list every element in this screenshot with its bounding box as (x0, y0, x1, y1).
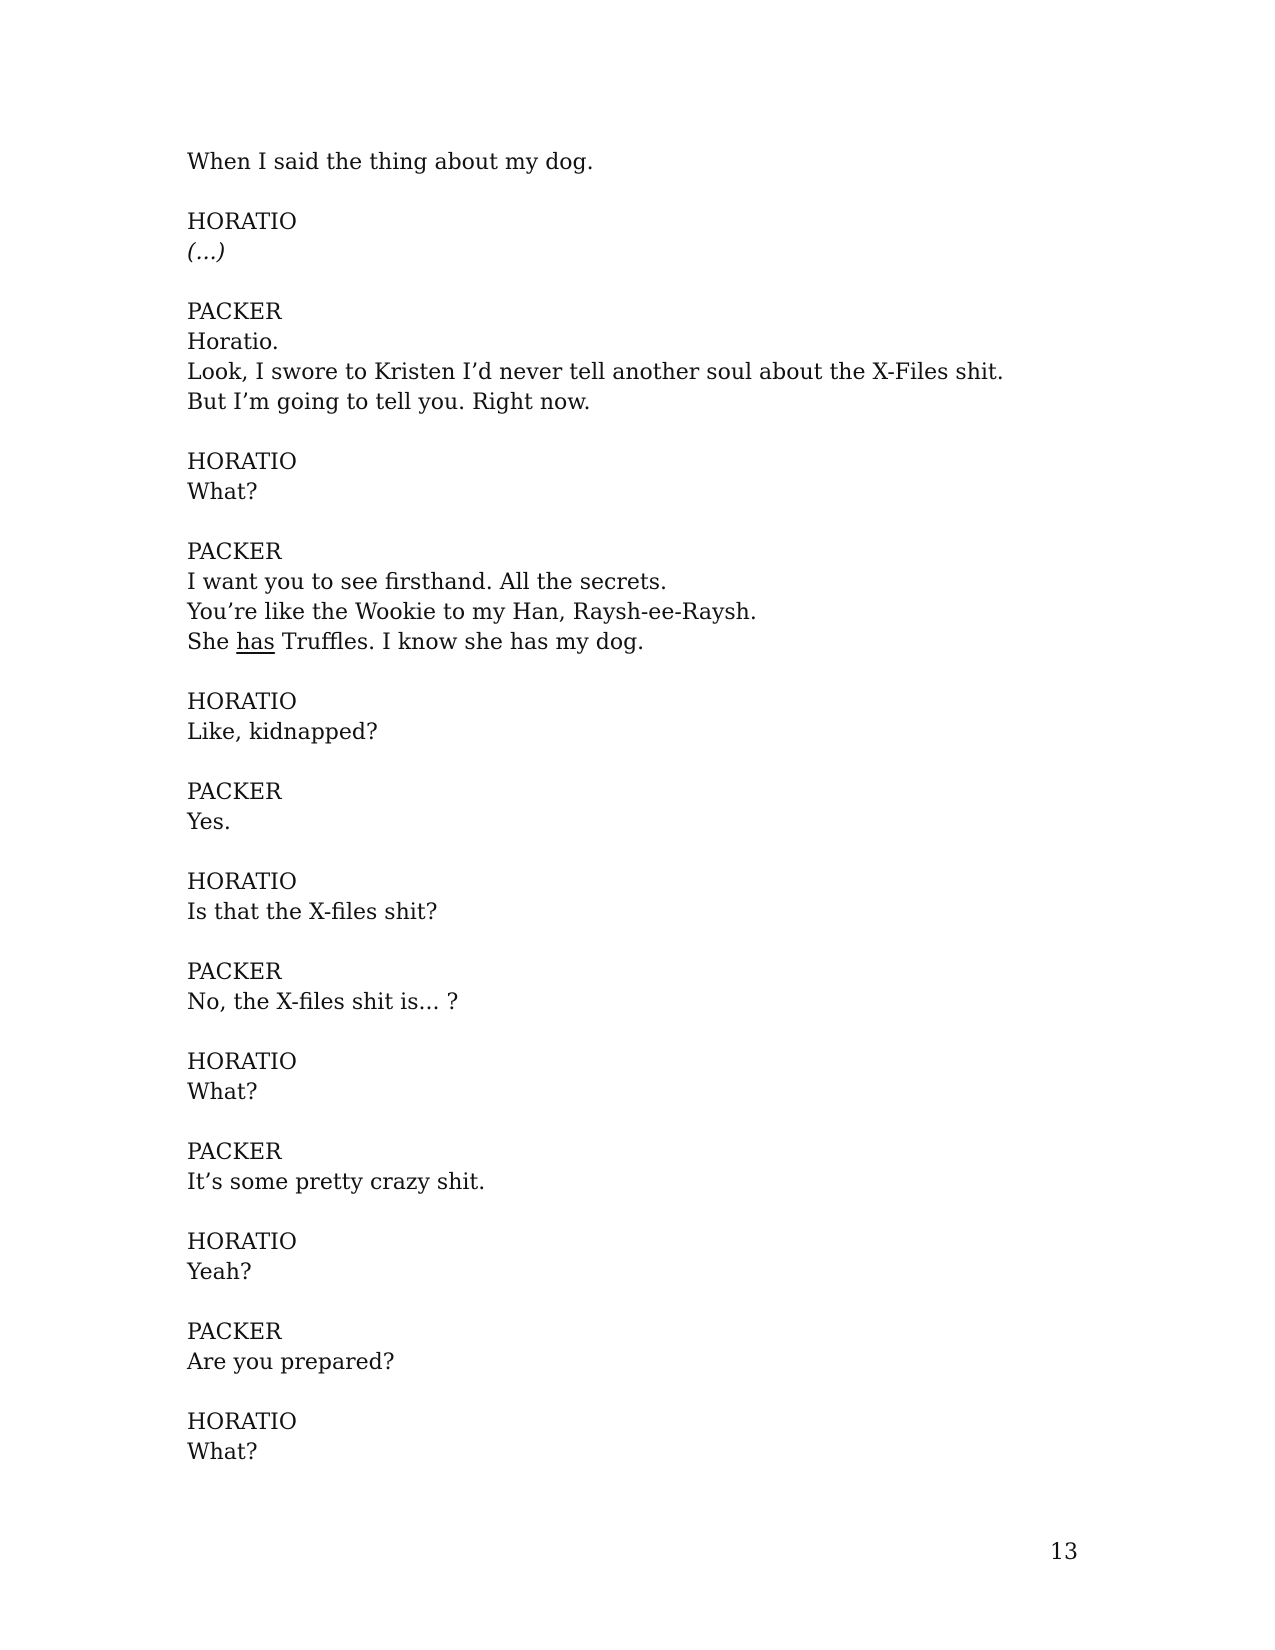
block-spacer (187, 748, 1087, 778)
block-spacer (187, 1288, 1087, 1318)
character-name: PACKER (187, 780, 282, 805)
character-name: PACKER (187, 540, 282, 565)
dialogue-line: Yes. (187, 810, 231, 835)
dialogue-line: It’s some pretty crazy shit. (187, 1170, 486, 1195)
underlined-word: has (236, 630, 275, 655)
dialogue-line: What? (187, 1080, 258, 1105)
character-name: HORATIO (187, 210, 297, 235)
character-name: HORATIO (187, 1410, 297, 1435)
page-number: 13 (1050, 1540, 1078, 1565)
parenthetical: (...) (187, 240, 226, 265)
character-name: HORATIO (187, 1230, 297, 1255)
block-spacer (187, 838, 1087, 868)
character-name: HORATIO (187, 450, 297, 475)
character-name: PACKER (187, 1320, 282, 1345)
dialogue-line: Horatio. (187, 330, 279, 355)
dialogue-line: When I said the thing about my dog. (187, 150, 594, 175)
script-body (187, 148, 1087, 1468)
dialogue-line: Are you prepared? (187, 1350, 395, 1375)
dialogue-line: No, the X-files shit is... ? (187, 990, 459, 1015)
dialogue-line: Like, kidnapped? (187, 720, 378, 745)
character-name: PACKER (187, 1140, 282, 1165)
dialogue-line: Look, I swore to Kristen I’d never tell another soul about the X-Files shit. (187, 360, 1004, 385)
dialogue-line: Yeah? (187, 1260, 252, 1285)
dialogue-segment: She (187, 630, 237, 655)
character-name: PACKER (187, 300, 282, 325)
dialogue-line: What? (187, 1440, 258, 1465)
block-spacer (187, 418, 1087, 448)
dialogue-line: But I’m going to tell you. Right now. (187, 390, 591, 415)
block-spacer (187, 1378, 1087, 1408)
dialogue-line: You’re like the Wookie to my Han, Raysh-ee-Raysh. (187, 600, 757, 625)
block-spacer (187, 1108, 1087, 1138)
character-name: HORATIO (187, 870, 297, 895)
dialogue-line: Is that the X-files shit? (187, 900, 438, 925)
dialogue-line (187, 628, 1087, 658)
block-spacer (187, 178, 1087, 208)
block-spacer (187, 1198, 1087, 1228)
character-name: PACKER (187, 960, 282, 985)
block-spacer (187, 268, 1087, 298)
dialogue-segment: Truffles. I know she has my dog. (274, 630, 645, 655)
character-name: HORATIO (187, 1050, 297, 1075)
dialogue-line: I want you to see firsthand. All the secrets. (187, 570, 667, 595)
character-name: HORATIO (187, 690, 297, 715)
block-spacer (187, 508, 1087, 538)
block-spacer (187, 1018, 1087, 1048)
block-spacer (187, 928, 1087, 958)
block-spacer (187, 658, 1087, 688)
dialogue-line: What? (187, 480, 258, 505)
